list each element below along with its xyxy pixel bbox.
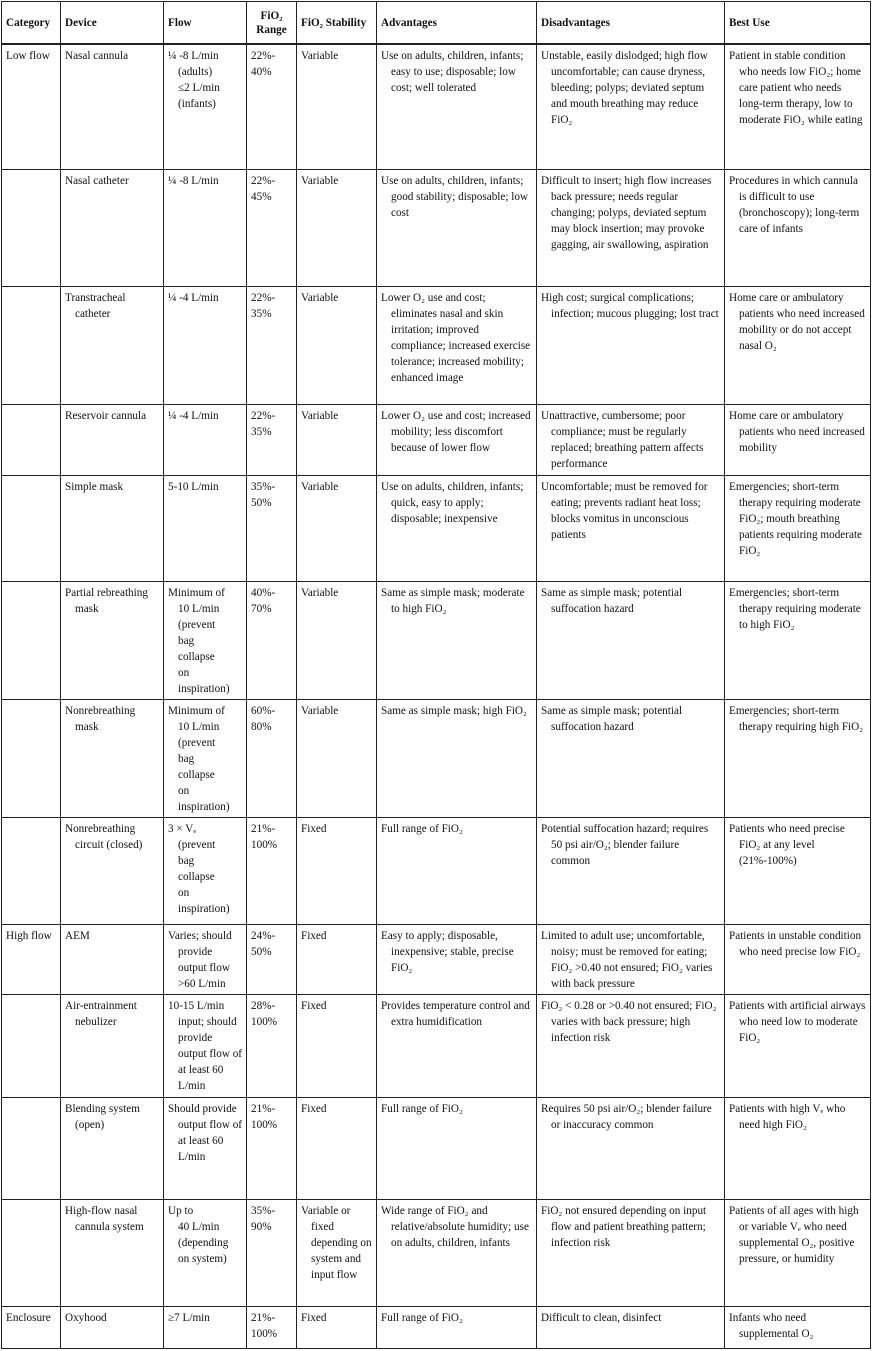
cell-advantages: Provides temperature control and extra humidification (377, 995, 537, 1098)
cell-category: Enclosure (2, 1307, 61, 1349)
cell-stability: Fixed (297, 1098, 377, 1200)
cell-device: Nasal cannula (61, 44, 164, 170)
cell-flow: ¼ -8 L/min (164, 170, 247, 287)
cell-range: 22%- 40% (247, 44, 297, 170)
cell-category (2, 405, 61, 476)
cell-range: 21%- 100% (247, 818, 297, 925)
header-category: Category (2, 2, 61, 44)
cell-category (2, 582, 61, 700)
cell-advantages: Use on adults, children, infants; good stability; disposable; low cost (377, 170, 537, 287)
cell-stability: Fixed (297, 818, 377, 925)
cell-stability: Variable (297, 405, 377, 476)
cell-device: Nonrebreathing mask (61, 700, 164, 818)
cell-flow: 5-10 L/min (164, 476, 247, 582)
cell-disadvantages: High cost; surgical complications; infection; mucous plugging; lost tract (537, 287, 725, 405)
cell-device: Transtracheal catheter (61, 287, 164, 405)
table-row (2, 170, 871, 287)
cell-advantages: Wide range of FiO₂ and relative/absolute humidity; use on adults, children, infants (377, 1200, 537, 1307)
cell-advantages: Lower O₂ use and cost; increased mobility; less discomfort because of lower flow (377, 405, 537, 476)
cell-range: 22%- 45% (247, 170, 297, 287)
cell-range: 35%- 50% (247, 476, 297, 582)
table-row (2, 287, 871, 405)
header-fio2-stability: FiO₂ Stability (297, 2, 377, 44)
cell-disadvantages: Unstable, easily dislodged; high flow uncomfortable; can cause dryness, bleeding; polyps; deviated septum and mouth breathing may reduce FiO₂ (537, 44, 725, 170)
cell-device: Simple mask (61, 476, 164, 582)
cell-range: 40%- 70% (247, 582, 297, 700)
cell-disadvantages: Uncomfortable; must be removed for eating; prevents radiant heat loss; blocks vomitus in unconscious patients (537, 476, 725, 582)
cell-device: Nasal catheter (61, 170, 164, 287)
cell-device: Partial rebreathing mask (61, 582, 164, 700)
cell-category (2, 700, 61, 818)
cell-stability: Variable (297, 44, 377, 170)
cell-flow: ≥7 L/min (164, 1307, 247, 1349)
cell-stability: Variable (297, 700, 377, 818)
cell-device: Blending system (open) (61, 1098, 164, 1200)
cell-best-use: Emergencies; short-term therapy requiring moderate FiO₂; mouth breathing patients requiring moderate FiO₂ (725, 476, 871, 582)
cell-best-use: Patient in stable condition who needs low FiO₂; home care patient who needs long-term therapy, low to moderate FiO₂ while eating (725, 44, 871, 170)
cell-range: 22%- 35% (247, 287, 297, 405)
oxygen-delivery-devices-table (1, 1, 871, 1349)
cell-range: 24%- 50% (247, 925, 297, 995)
cell-disadvantages: FiO₂ < 0.28 or >0.40 not ensured; FiO₂ varies with back pressure; high infection risk (537, 995, 725, 1098)
cell-stability: Variable (297, 582, 377, 700)
cell-flow: 10-15 L/min input; should provide output flow of at least 60 L/min (164, 995, 247, 1098)
cell-flow: Up to 40 L/min (depending on system) (164, 1200, 247, 1307)
header-fio2-range: FiO₂ Range (247, 2, 297, 44)
cell-category: Low flow (2, 44, 61, 170)
cell-category (2, 995, 61, 1098)
cell-flow: 3 × Vₑ (prevent bag collapse on inspiration) (164, 818, 247, 925)
cell-range: 60%- 80% (247, 700, 297, 818)
cell-disadvantages: Same as simple mask; potential suffocation hazard (537, 700, 725, 818)
cell-stability: Variable or fixed depending on system and input flow (297, 1200, 377, 1307)
header-advantages: Advantages (377, 2, 537, 44)
cell-advantages: Same as simple mask; moderate to high FiO₂ (377, 582, 537, 700)
table-row (2, 1307, 871, 1349)
cell-best-use: Patients with high Vₑ who need high FiO₂ (725, 1098, 871, 1200)
cell-best-use: Emergencies; short-term therapy requiring high FiO₂ (725, 700, 871, 818)
cell-disadvantages: Same as simple mask; potential suffocation hazard (537, 582, 725, 700)
cell-advantages: Full range of FiO₂ (377, 1307, 537, 1349)
table-row (2, 405, 871, 476)
cell-disadvantages: FiO₂ not ensured depending on input flow and patient breathing pattern; infection risk (537, 1200, 725, 1307)
cell-category (2, 1200, 61, 1307)
cell-range: 35%- 90% (247, 1200, 297, 1307)
cell-flow: ¼ -8 L/min (adults) ≤2 L/min (infants) (164, 44, 247, 170)
cell-best-use: Patients who need precise FiO₂ at any level (21%-100%) (725, 818, 871, 925)
table-row (2, 1098, 871, 1200)
cell-category (2, 476, 61, 582)
header-disadvantages: Disadvantages (537, 2, 725, 44)
cell-range: 22%- 35% (247, 405, 297, 476)
cell-best-use: Infants who need supplemental O₂ (725, 1307, 871, 1349)
cell-disadvantages: Potential suffocation hazard; requires 50 psi air/O₂; blender failure common (537, 818, 725, 925)
cell-best-use: Procedures in which cannula is difficult to use (bronchoscopy); long-term care of infants (725, 170, 871, 287)
cell-flow: Should provide output flow of at least 60 L/min (164, 1098, 247, 1200)
cell-stability: Variable (297, 287, 377, 405)
cell-category: High flow (2, 925, 61, 995)
header-best-use: Best Use (725, 2, 871, 44)
cell-category (2, 170, 61, 287)
cell-best-use: Patients in unstable condition who need precise low FiO₂ (725, 925, 871, 995)
cell-flow: Minimum of 10 L/min (prevent bag collapse on inspiration) (164, 582, 247, 700)
cell-flow: ¼ -4 L/min (164, 405, 247, 476)
cell-device: Reservoir cannula (61, 405, 164, 476)
header-flow: Flow (164, 2, 247, 44)
cell-disadvantages: Difficult to insert; high flow increases back pressure; needs regular changing; polyps, deviated septum may block insertion; may provoke gagging, air swallowing, aspiration (537, 170, 725, 287)
table-row (2, 995, 871, 1098)
cell-category (2, 1098, 61, 1200)
cell-device: Nonrebreathing circuit (closed) (61, 818, 164, 925)
table-row (2, 582, 871, 700)
cell-advantages: Full range of FiO₂ (377, 818, 537, 925)
table-row (2, 818, 871, 925)
cell-flow: Minimum of 10 L/min (prevent bag collapse on inspiration) (164, 700, 247, 818)
cell-advantages: Full range of FiO₂ (377, 1098, 537, 1200)
cell-flow: ¼ -4 L/min (164, 287, 247, 405)
cell-disadvantages: Limited to adult use; uncomfortable, noisy; must be removed for eating; FiO₂ >0.40 not ensured; FiO₂ varies with back pressure (537, 925, 725, 995)
cell-flow: Varies; should provide output flow >60 L/min (164, 925, 247, 995)
cell-device: High-flow nasal cannula system (61, 1200, 164, 1307)
cell-best-use: Home care or ambulatory patients who need increased mobility (725, 405, 871, 476)
table-row (2, 925, 871, 995)
cell-range: 21%- 100% (247, 1307, 297, 1349)
cell-stability: Fixed (297, 1307, 377, 1349)
cell-stability: Variable (297, 170, 377, 287)
table-body (2, 44, 871, 1349)
cell-disadvantages: Difficult to clean, disinfect (537, 1307, 725, 1349)
cell-range: 21%- 100% (247, 1098, 297, 1200)
cell-disadvantages: Unattractive, cumbersome; poor compliance; must be regularly replaced; breathing pattern affects performance (537, 405, 725, 476)
cell-best-use: Patients with artificial airways who need low to moderate FiO₂ (725, 995, 871, 1098)
table-row (2, 44, 871, 170)
cell-advantages: Same as simple mask; high FiO₂ (377, 700, 537, 818)
cell-best-use: Patients of all ages with high or variable Vₑ who need supplemental O₂, positive pressure, or humidity (725, 1200, 871, 1307)
header-device: Device (61, 2, 164, 44)
cell-best-use: Emergencies; short-term therapy requiring moderate to high FiO₂ (725, 582, 871, 700)
table-row (2, 476, 871, 582)
cell-device: Oxyhood (61, 1307, 164, 1349)
table-row (2, 1200, 871, 1307)
cell-stability: Fixed (297, 925, 377, 995)
cell-advantages: Easy to apply; disposable, inexpensive; stable, precise FiO₂ (377, 925, 537, 995)
cell-stability: Variable (297, 476, 377, 582)
header-row (2, 2, 871, 44)
cell-advantages: Use on adults, children, infants; quick, easy to apply; disposable; inexpensive (377, 476, 537, 582)
cell-advantages: Lower O₂ use and cost; eliminates nasal and skin irritation; improved compliance; increased exercise tolerance; increased mobility; enhanced image (377, 287, 537, 405)
cell-range: 28%- 100% (247, 995, 297, 1098)
cell-best-use: Home care or ambulatory patients who need increased mobility or do not accept nasal O₂ (725, 287, 871, 405)
cell-disadvantages: Requires 50 psi air/O₂; blender failure or inaccuracy common (537, 1098, 725, 1200)
cell-device: AEM (61, 925, 164, 995)
cell-stability: Fixed (297, 995, 377, 1098)
cell-category (2, 287, 61, 405)
cell-device: Air-entrainment nebulizer (61, 995, 164, 1098)
table-row (2, 700, 871, 818)
cell-advantages: Use on adults, children, infants; easy to use; disposable; low cost; well tolerated (377, 44, 537, 170)
cell-category (2, 818, 61, 925)
